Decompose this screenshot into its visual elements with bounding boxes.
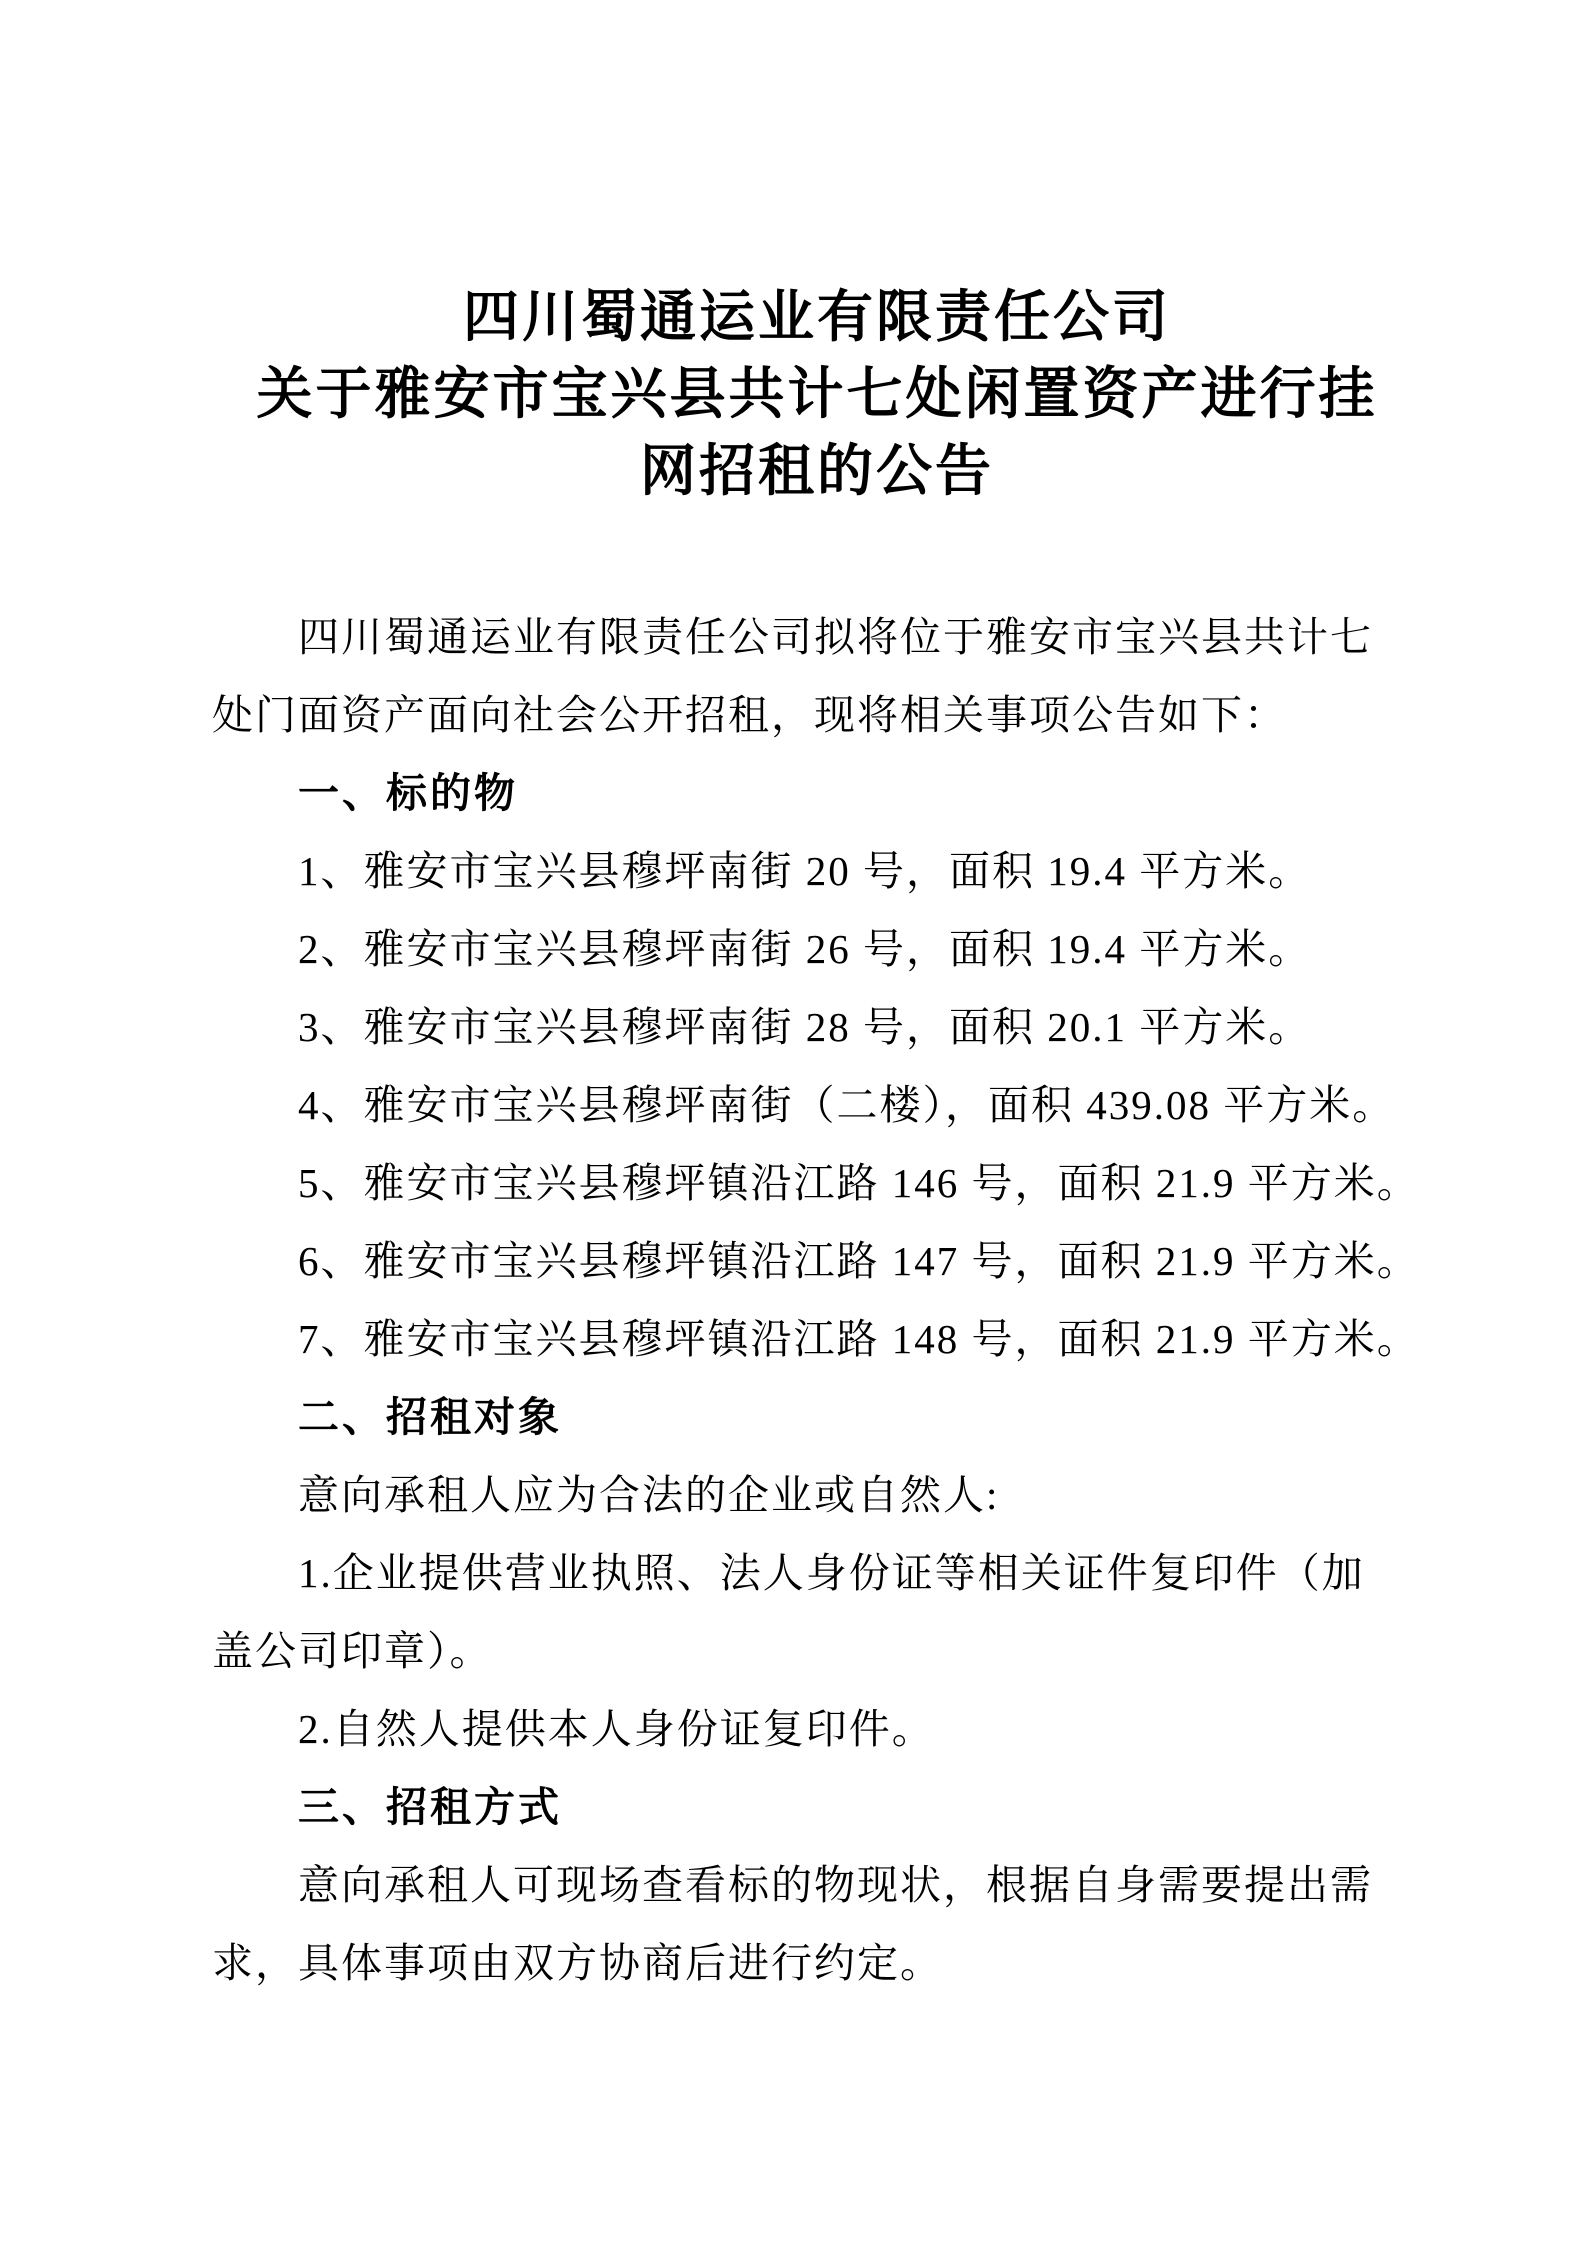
enterprise-documents-line-1: 1.企业提供营业执照、法人身份证等相关证件复印件（加 (298, 1550, 1365, 1596)
title-line-subject: 关于雅安市宝兴县共计七处闲置资产进行挂 (256, 364, 1378, 426)
title-line-company: 四川蜀通运业有限责任公司 (463, 287, 1171, 349)
asset-item-5: 5、雅安市宝兴县穆坪镇沿江路 146 号，面积 21.9 平方米。 (298, 1160, 1420, 1206)
asset-item-1: 1、雅安市宝兴县穆坪南街 20 号，面积 19.4 平方米。 (298, 848, 1312, 894)
asset-item-2: 2、雅安市宝兴县穆坪南街 26 号，面积 19.4 平方米。 (298, 926, 1312, 972)
document-body (212, 598, 1422, 2002)
asset-item-6: 6、雅安市宝兴县穆坪镇沿江路 147 号，面积 21.9 平方米。 (298, 1238, 1420, 1284)
section-heading-method: 三、招租方式 (298, 1784, 562, 1830)
individual-documents-paragraph: 2.自然人提供本人身份证复印件。 (298, 1706, 935, 1752)
enterprise-documents-line-2: 盖公司印章）。 (212, 1628, 493, 1674)
intro-paragraph-line-1: 四川蜀通运业有限责任公司拟将位于雅安市宝兴县共计七 (298, 614, 1373, 660)
title-line-notice: 网招租的公告 (640, 441, 994, 503)
asset-item-7: 7、雅安市宝兴县穆坪镇沿江路 148 号，面积 21.9 平方米。 (298, 1316, 1420, 1362)
asset-item-3: 3、雅安市宝兴县穆坪南街 28 号，面积 20.1 平方米。 (298, 1004, 1312, 1050)
section-heading-lessees: 二、招租对象 (298, 1394, 562, 1440)
asset-item-4: 4、雅安市宝兴县穆坪南街（二楼），面积 439.08 平方米。 (298, 1082, 1396, 1128)
section-heading-targets: 一、标的物 (298, 770, 518, 816)
leasing-method-line-1: 意向承租人可现场查看标的物现状，根据自身需要提出需 (298, 1862, 1373, 1908)
lessee-eligibility-paragraph: 意向承租人应为合法的企业或自然人: (298, 1472, 1000, 1518)
intro-paragraph-line-2: 处门面资产面向社会公开招租，现将相关事项公告如下： (212, 692, 1287, 738)
leasing-method-line-2: 求，具体事项由双方协商后进行约定。 (212, 1940, 943, 1986)
document-title (212, 280, 1422, 511)
